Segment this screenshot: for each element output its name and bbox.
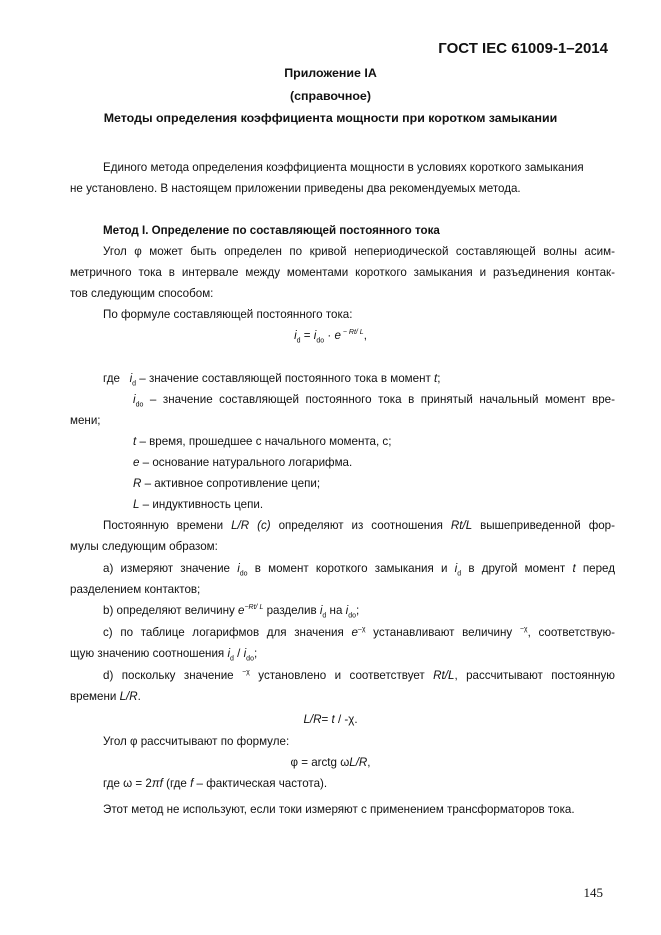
page-number: 145 <box>583 885 603 900</box>
where-t: t – время, прошедшее с начального момента, с; <box>133 435 392 448</box>
annex-subject: Методы определения коэффициента мощности при коротком замыкании <box>103 111 558 125</box>
intro-line-1: Единого метода определения коэффициента мощности в условиях короткого замыкания <box>103 161 584 174</box>
step-d-line1: d) поскольку значение $^{-\chi}$ установлено и соответствует Rt/L, рассчитывают постоянную <box>103 669 616 682</box>
phi-intro: Угол φ рассчитывают по формуле: <box>103 735 290 748</box>
timeconst-line1: Постоянную времени L/R (c) определяют из соотношения Rt/L вышеприведенной фор- <box>103 519 615 532</box>
standard-header: ГОСТ IEC 61009-1–2014 <box>438 40 608 57</box>
formula-dc-component: $i_d = i_{do} \cdot e$ $^{- Rt/ L}$, <box>294 329 367 345</box>
method1-heading: Метод I. Определение по составляющей постоянного тока <box>103 224 440 237</box>
where-e: e – основание натурального логарифма. <box>133 456 353 469</box>
where-l: L – индуктивность цепи. <box>133 498 264 511</box>
step-b: b) определяют величину $e^{-Rt/ L}$ разделив $i_d$ на $i_{do}$; <box>103 604 360 620</box>
timeconst-line2: мулы следующим образом: <box>70 540 218 553</box>
method1-p1-line1: Угол φ может быть определен по кривой непериодической составляющей волны асим- <box>103 245 615 258</box>
annex-kind: (справочное) <box>290 89 371 103</box>
formula-time-constant: L/R= t / -χ. <box>303 713 358 726</box>
step-d-line2: времени L/R. <box>70 690 141 703</box>
where-id: где $i_d$ – значение составляющей постоянного тока в момент t; <box>103 372 441 388</box>
intro-line-2: не установлено. В настоящем приложении приведены два рекомендуемых метода. <box>70 182 521 195</box>
phi-where: где ω = 2πf (где f – фактическая частота). <box>103 777 328 790</box>
method1-p1-line3: тов следующим способом: <box>70 287 214 300</box>
step-a-line2: разделением контактов; <box>70 583 201 596</box>
step-a-line1: а) измеряют значение $i_{do}$ в момент короткого замыкания и $i_d$ в другой момент t перед <box>103 562 616 578</box>
method1-p1-line2: метричного тока в интервале между моментами короткого замыкания и разъединения контак- <box>70 266 615 279</box>
step-c-line2: щую значению соотношения $i_d / i_{do}$; <box>70 647 258 663</box>
where-ido-cont: мени; <box>70 414 101 427</box>
step-c-line1: c) по таблице логарифмов для значения $e^{-\chi}$ устанавливают величину $^{-\chi}$, соответствую- <box>103 626 616 639</box>
annex-title: Приложение IA <box>284 66 377 80</box>
where-r: R – активное сопротивление цепи; <box>133 477 321 490</box>
where-ido: $i_{do}$ – значение составляющей постоянного тока в принятый начальный момент вре- <box>133 393 615 409</box>
method1-p2: По формуле составляющей постоянного тока: <box>103 308 353 321</box>
formula-phi: φ = arctg ωL/R, <box>290 756 371 769</box>
method-note: Этот метод не используют, если токи измеряют с применением трансформаторов тока. <box>103 803 575 816</box>
